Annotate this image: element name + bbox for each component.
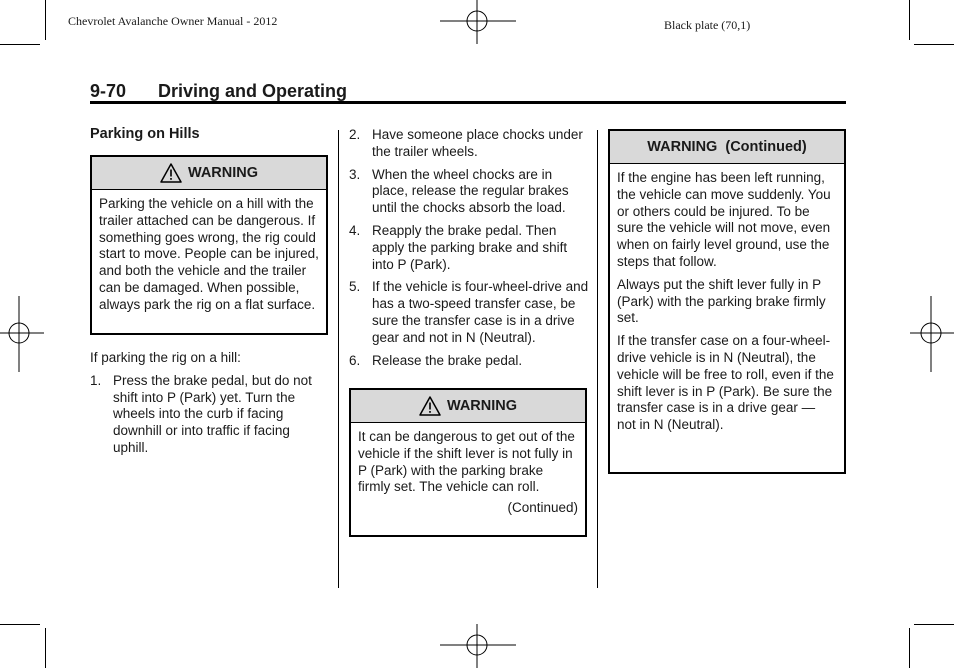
step-text: When the wheel chocks are in place, release the regular brakes until the chocks absorb the load. xyxy=(372,166,569,216)
subsection-heading: Parking on Hills xyxy=(90,126,200,142)
step-text: Reapply the brake pedal. Then apply the parking brake and shift into P (Park). xyxy=(372,222,568,272)
registration-mark-top xyxy=(440,0,516,44)
step-text: Have someone place chocks under the trailer wheels. xyxy=(372,127,583,159)
list-item xyxy=(349,223,589,273)
warning-text: It can be dangerous to get out of the vehicle if the shift lever is not fully in P (Park) with the parking brake firmly set. The vehicle can roll. xyxy=(358,429,575,495)
warning-title: WARNING xyxy=(187,165,259,181)
warning-title: WARNING xyxy=(446,398,518,414)
warning-triangle-icon xyxy=(160,163,182,183)
crop-mark xyxy=(0,44,40,45)
plate-label: Black plate (70,1) xyxy=(664,18,751,32)
step-number: 1. xyxy=(90,372,102,388)
warning-text: Parking the vehicle on a hill with the trailer attached can be dangerous. If something goes wrong, the rig could start to move. People can be injured, and both the vehicle and the trailer can be damaged. When possible, always park the rig on a flat surface. xyxy=(99,196,319,312)
step-number: 3. xyxy=(349,166,361,182)
warning-triangle-icon xyxy=(419,396,441,416)
warning-body xyxy=(351,423,585,521)
step-number: 4. xyxy=(349,222,361,238)
running-header-title: Chevrolet Avalanche Owner Manual - 2012 xyxy=(68,14,278,28)
continued-label: (Continued) xyxy=(507,500,578,516)
warning-box xyxy=(349,388,587,537)
crop-mark xyxy=(909,628,910,668)
intro-text: If parking the rig on a hill: xyxy=(90,350,241,365)
registration-mark-right xyxy=(910,296,954,372)
warning-header xyxy=(610,131,844,164)
step-number: 6. xyxy=(349,352,361,368)
warning-paragraph: If the transfer case on a four-wheel-drive vehicle is in N (Neutral), the vehicle will be free to roll, even if the shift lever is in P (Park). Be sure the transfer case is in a drive gear — not in N (Neutral). xyxy=(617,333,834,433)
warning-header xyxy=(351,390,585,423)
page-number: 9-70 xyxy=(90,81,127,101)
step-text: If the vehicle is four-wheel-drive and has a two-speed transfer case, be sure the transfer case is in a drive gear and not in N (Neutral). xyxy=(372,279,589,345)
step-number: 2. xyxy=(349,127,361,142)
warning-header xyxy=(92,157,326,190)
list-item xyxy=(90,373,326,457)
crop-mark xyxy=(0,624,40,625)
list-item xyxy=(349,279,589,346)
crop-mark xyxy=(909,0,910,40)
crop-mark xyxy=(45,628,46,668)
warning-body xyxy=(92,190,326,324)
list-item xyxy=(349,167,589,217)
step-text: Press the brake pedal, but do not shift into P (Park) yet. Turn the wheels into the curb if facing downhill or into traffic if facing uphill. xyxy=(113,372,312,455)
registration-mark-bottom xyxy=(440,624,516,668)
crop-mark xyxy=(45,0,46,40)
warning-body xyxy=(610,164,844,444)
step-list xyxy=(349,127,589,369)
section-title: Driving and Operating xyxy=(158,81,348,101)
warning-paragraph: If the engine has been left running, the vehicle can move suddenly. You or others could be injured. To be sure the vehicle will not move, even when on fairly level ground, use the steps that follow. xyxy=(617,170,831,269)
step-number: 5. xyxy=(349,279,361,295)
list-item xyxy=(349,353,589,370)
registration-mark-left xyxy=(0,296,44,372)
warning-title: WARNING (Continued) xyxy=(647,139,807,155)
warning-box xyxy=(90,155,328,335)
list-item xyxy=(349,127,589,161)
warning-paragraph: Always put the shift lever fully in P (Park) with the parking brake firmly set. xyxy=(617,276,826,326)
column-1-lower xyxy=(90,350,326,463)
crop-mark xyxy=(914,44,954,45)
crop-mark xyxy=(914,624,954,625)
warning-box-continued xyxy=(608,129,846,474)
section-rule xyxy=(90,101,846,104)
column-2 xyxy=(349,127,589,375)
column-divider xyxy=(338,130,339,588)
column-1 xyxy=(90,126,328,143)
step-list xyxy=(90,373,326,457)
step-text: Release the brake pedal. xyxy=(372,352,523,368)
column-divider xyxy=(597,130,598,588)
